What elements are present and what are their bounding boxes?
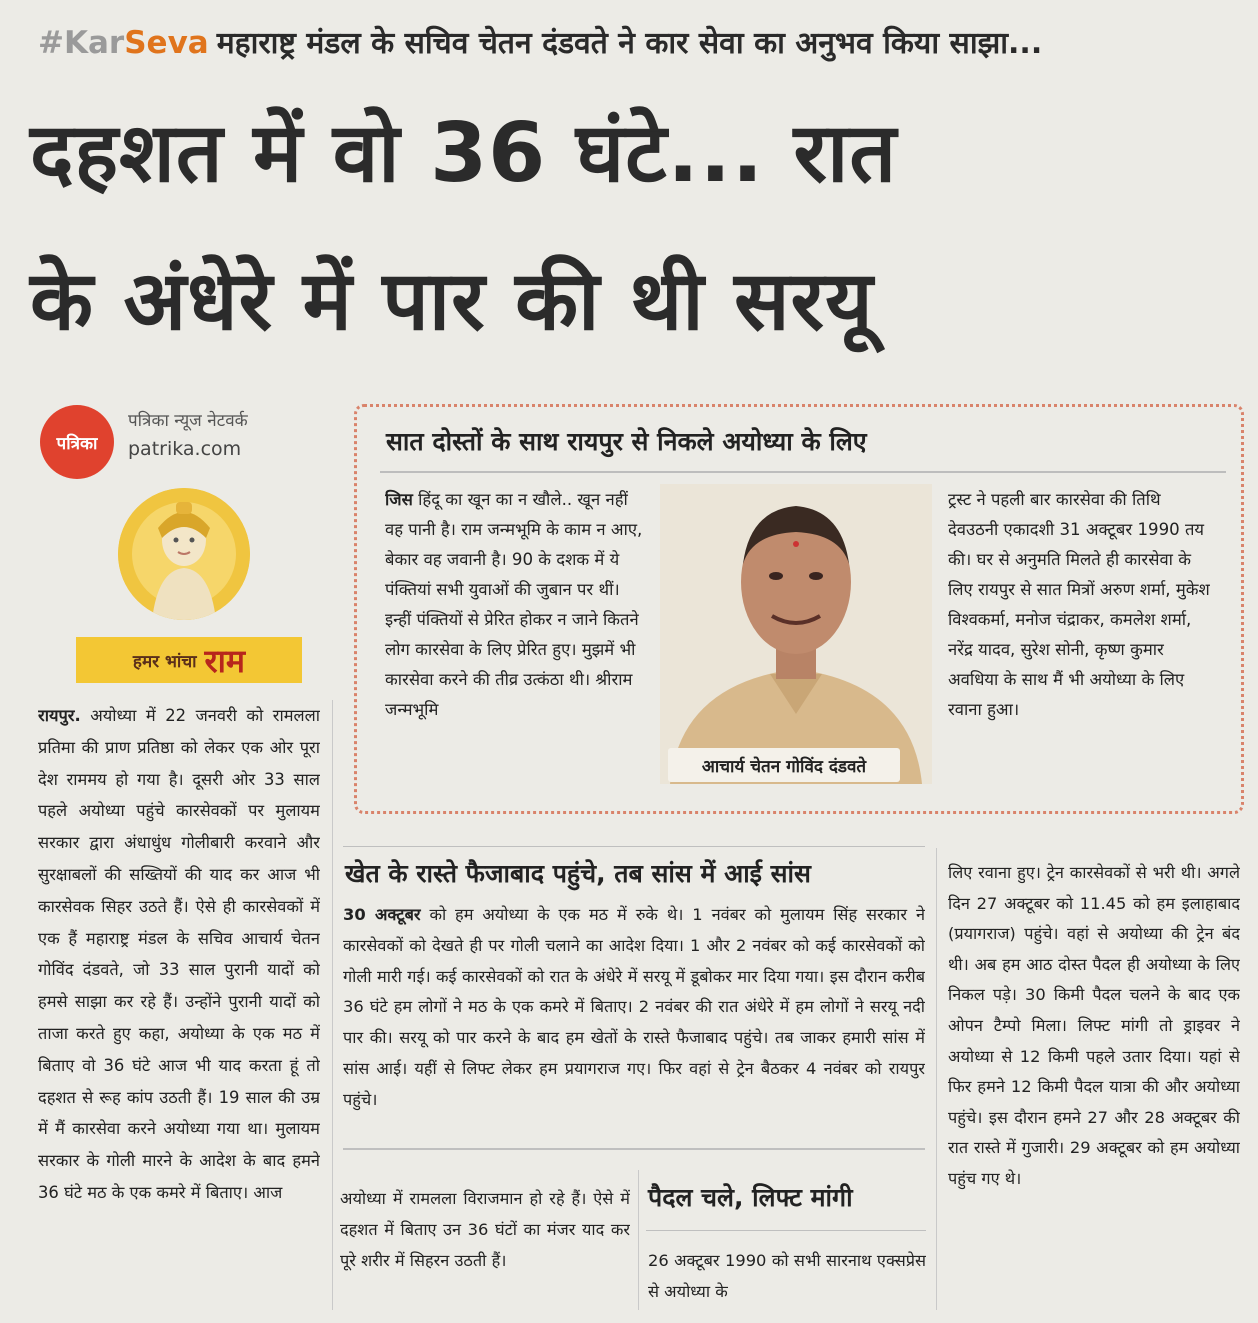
photo-caption: आचार्य चेतन गोविंद दंडवते — [668, 748, 900, 782]
box-heading: सात दोस्तों के साथ रायपुर से निकले अयोध्या के लिए — [386, 427, 867, 456]
portrait-photo — [660, 484, 932, 784]
series-label — [76, 637, 302, 683]
box-lead-word: जिस — [385, 490, 413, 509]
patrika-logo: पत्रिका — [40, 405, 114, 479]
section2-body — [343, 900, 925, 1140]
section2-lead: 30 अक्टूबर — [343, 905, 421, 924]
hashtag-seva: Seva — [124, 25, 209, 61]
column-divider-left — [332, 700, 333, 1310]
ram-illustration-icon — [118, 488, 250, 620]
box-column-1 — [385, 485, 643, 785]
headline-line-1: दहशत में वो 36 घंटे... रात — [30, 106, 898, 201]
section2-heading: खेत के रास्ते फैजाबाद पहुंचे, तब सांस में आई सांस — [345, 859, 811, 888]
dateline: रायपुर. — [38, 706, 81, 725]
section3-left-text: अयोध्या में रामलला विराजमान हो रहे हैं। ऐसे में दहशत में बिताए उन 36 घंटों का मंजर याद कर पूरे शरीर में सिहरन उठती हैं। — [340, 1189, 630, 1270]
section2-text: को हम अयोध्या के एक मठ में रुके थे। 1 नवंबर को मुलायम सिंह सरकार ने कारसेवकों को देखते ही पर गोली चलाने का आदेश दिया। 1 और 2 नवंबर को कई कारसेवकों को गोली मारी गई। कई कारसेवकों को रात के अंधेरे में सरयू में डूबोकर मार दिया गया। इस दौरान करीब 36 घंटे हम लोगों ने मठ के एक कमरे में बिताए। 2 नवंबर की रात अंधेरे में हम लोगों ने सरयू नदी पार की। सरयू को पार करने के बाद हम खेतों के रास्ते फैजाबाद पहुंचे। तब जाकर हमारी सांस में सांस आई। यहीं से लिफ्ट लेकर हम प्रयागराज गए। फिर वहां से ट्रेन बैठकर 4 नवंबर को रायपुर पहुंचे। — [343, 905, 925, 1109]
kicker — [38, 18, 1253, 68]
series-label-big: राम — [204, 641, 246, 680]
headline-line-2: के अंधेरे में पार की थी सरयू — [30, 254, 874, 349]
left-column-text: अयोध्या में 22 जनवरी को रामलला प्रतिमा की प्राण प्रतिष्ठा को लेकर एक ओर पूरा देश राममय हो गया है। दूसरी ओर 33 साल पहले अयोध्या पहुंचे कारसेवकों पर मुलायम सरकार द्वारा अंधाधुंध गोलीबारी करवाने और सुरक्षाबलों की सख्तियों की याद कर आज भी कारसेवक सिहर उठते हैं। ऐसे ही कारसेवकों में एक हैं महाराष्ट्र मंडल के सचिव आचार्य चेतन गोविंद दंडवते, जो 33 साल पुरानी यादों को हमसे साझा कर रहे हैं। उन्होंने पुरानी यादों को ताजा करते हुए कहा, अयोध्या के एक मठ में बिताए वो 36 घंटे आज भी याद करता हूं तो दहशत से रूह कांप उठती हैं। 19 साल की उम्र में मैं कारसेवा करने अयोध्या गया था। मुलायम सरकार के गोली मारने के आदेश के बाद हमने 36 घंटे मठ के एक कमरे में बिताए। आज — [38, 706, 320, 1202]
byline-site: patrika.com — [128, 438, 242, 460]
box-divider — [380, 471, 1226, 473]
section3-rule — [646, 1230, 926, 1231]
series-label-small: हमर भांचा — [132, 651, 197, 672]
box-column-1-text: हिंदू का खून का न खौले.. खून नहीं वह पानी है। राम जन्मभूमि के काम न आए, बेकार वह जवानी है। 90 के दशक में ये पंक्तियां सभी युवाओं की जुबान पर थीं। इन्हीं पंक्तियों से प्रेरित होकर न जाने कितने लोग कारसेवा के लिए प्रेरित हुए। मुझमें भी कारसेवा करने की तीव्र उत्कंठा थी। श्रीराम जन्मभूमि — [385, 490, 643, 719]
section3-body: 26 अक्टूबर 1990 को सभी सारनाथ एक्सप्रेस से अयोध्या के — [648, 1251, 926, 1301]
section3-heading: पैदल चले, लिफ्ट मांगी — [648, 1183, 853, 1212]
box-column-3: ट्रस्ट ने पहली बार कारसेवा की तिथि देवउठनी एकादशी 31 अक्टूबर 1990 तय की। घर से अनुमति मिलते ही कारसेवा के लिए रायपुर से सात मित्रों अरुण शर्मा, मुकेश विश्वकर्मा, मनोज चंद्राकर, कमलेश शर्मा, नरेंद्र यादव, सुरेश सोनी, कृष्ण कुमार अवधिया के साथ मैं भी अयोध्या के लिए रवाना हुआ। — [948, 490, 1210, 719]
section-divider — [343, 1148, 925, 1150]
column-divider-right — [936, 848, 937, 1310]
left-column-body — [38, 700, 320, 1310]
byline-network: पत्रिका न्यूज नेटवर्क — [128, 411, 248, 431]
right-column-body: लिए रवाना हुए। ट्रेन कारसेवकों से भरी थी। अगले दिन 27 अक्टूबर को 11.45 को हम इलाहाबाद (प्रयागराज) पहुंचे। वहां से अयोध्या की ट्रेन बंद थी। अब हम आठ दोस्त पैदल ही अयोध्या के लिए निकल पड़े। 30 किमी पैदल चलने के बाद एक ओपन टैम्पो मिला। लिफ्ट मांगी तो ड्राइवर ने अयोध्या से 12 किमी पहले उतार दिया। यहां से फिर हमने 12 किमी पैदल यात्रा की और अयोध्या पहुंचे। इस दौरान हमने 27 और 28 अक्टूबर की रात रास्ते में गुजारी। 29 अक्टूबर को हम अयोध्या पहुंच गए थे। — [948, 863, 1240, 1188]
hashtag-kar: #Kar — [38, 25, 125, 61]
kicker-text: महाराष्ट्र मंडल के सचिव चेतन दंडवते ने कार सेवा का अनुभव किया साझा... — [216, 26, 1043, 61]
column-divider-middle — [638, 1170, 639, 1310]
section2-top-rule — [343, 846, 925, 847]
